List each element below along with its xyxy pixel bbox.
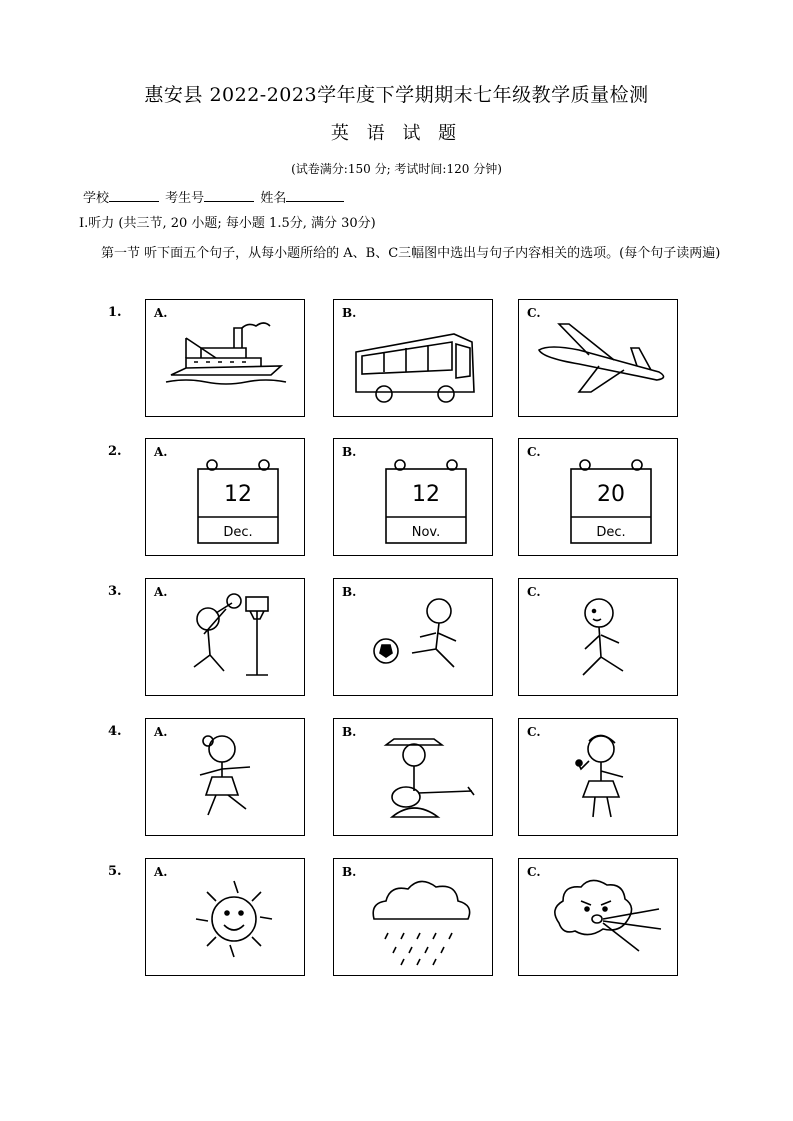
option-card[interactable] (145, 299, 305, 417)
option-card[interactable] (333, 438, 493, 556)
running-boy-icon (519, 579, 679, 697)
dancing-girl-icon (146, 719, 306, 837)
school-blank[interactable] (109, 189, 159, 202)
student-info-line (83, 187, 346, 206)
airplane-icon (519, 300, 679, 418)
school-label: 学校 (83, 191, 110, 206)
calendar-day: 12 (224, 482, 252, 507)
rain-cloud-icon (334, 859, 494, 977)
option-label: B. (342, 585, 357, 599)
question-number: 2. (108, 444, 122, 459)
guitar-girl-icon (334, 719, 494, 837)
calendar-month: Dec. (223, 525, 253, 540)
option-label: C. (527, 306, 541, 320)
bus-icon (334, 300, 494, 418)
option-label: C. (527, 445, 541, 459)
question-number: 3. (108, 584, 122, 599)
calendar-day: 12 (412, 482, 440, 507)
option-card[interactable] (518, 299, 678, 417)
option-card[interactable] (518, 438, 678, 556)
option-card[interactable] (145, 438, 305, 556)
calendar-month: Nov. (411, 525, 441, 540)
exam-note: (试卷满分:150 分; 考试时间:120 分钟) (291, 162, 502, 176)
exam-no-label: 考生号 (165, 191, 205, 206)
option-card[interactable] (333, 858, 493, 976)
option-label: B. (342, 445, 357, 459)
exam-no-blank[interactable] (204, 189, 254, 202)
calendar-month: Dec. (596, 525, 626, 540)
exam-title: 惠安县 2022-2023学年度下学期期末七年级教学质量检测 (144, 84, 649, 106)
option-label: A. (154, 306, 168, 320)
question-number: 1. (108, 305, 122, 320)
name-blank[interactable] (286, 189, 344, 202)
option-label: B. (342, 865, 357, 879)
option-label: C. (527, 865, 541, 879)
section-heading: Ⅰ.听力 (共三节, 20 小题; 每小题 1.5分, 满分 30分) (79, 216, 376, 231)
option-label: A. (154, 445, 168, 459)
option-card[interactable] (518, 858, 678, 976)
option-label: A. (154, 865, 168, 879)
option-label: C. (527, 725, 541, 739)
option-label: A. (154, 725, 168, 739)
option-label: A. (154, 585, 168, 599)
option-label: B. (342, 725, 357, 739)
exam-subtitle: 英 语 试 题 (330, 123, 463, 144)
option-card[interactable] (333, 299, 493, 417)
question-number: 4. (108, 724, 122, 739)
calendar-day: 20 (597, 482, 625, 507)
option-card[interactable] (145, 578, 305, 696)
soccer-player-icon (334, 579, 494, 697)
name-label: 姓名 (260, 191, 287, 206)
option-card[interactable] (333, 578, 493, 696)
sun-icon (146, 859, 306, 977)
calendar-icon (146, 439, 306, 557)
option-card[interactable] (333, 718, 493, 836)
basketball-player-icon (146, 579, 306, 697)
option-label: B. (342, 306, 357, 320)
option-card[interactable] (145, 858, 305, 976)
option-card[interactable] (518, 718, 678, 836)
wind-icon (519, 859, 679, 977)
ship-icon (146, 300, 306, 418)
option-card[interactable] (145, 718, 305, 836)
section-instruction: 第一节 听下面五个句子，从每小题所给的 A、B、C三幅图中选出与句子内容相关的选项。(每个句子读两遍) (101, 246, 721, 261)
question-number: 5. (108, 864, 122, 879)
option-label: C. (527, 585, 541, 599)
option-card[interactable] (518, 578, 678, 696)
calendar-icon (519, 439, 679, 557)
calendar-icon (334, 439, 494, 557)
singing-girl-icon (519, 719, 679, 837)
